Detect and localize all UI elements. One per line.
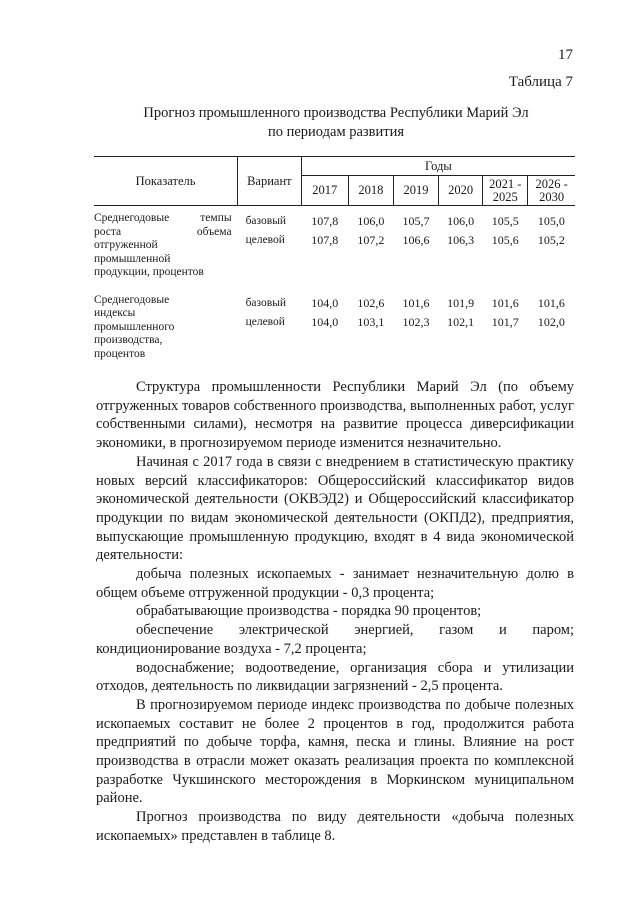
value: 107,8: [311, 214, 339, 228]
variant-cell: [238, 206, 302, 280]
table-title-line: по периодам развития: [267, 124, 405, 140]
value-cell: [301, 288, 348, 362]
header-year: 2020: [439, 176, 483, 206]
value: 106,3: [447, 233, 475, 247]
variant-label: базовый: [245, 296, 287, 309]
table-title: [96, 104, 576, 142]
row-spacer: [94, 280, 575, 288]
paragraph: обеспечение электрической энергией, газом и паром; кондиционирование воздуха - 7,2 процента;: [96, 622, 574, 657]
value: 106,0: [357, 214, 385, 228]
table-row: [94, 288, 575, 362]
value-cell: [483, 288, 528, 362]
paragraph: Структура промышленности Республики Марий Эл (по объему отгруженных товаров собственного производства, выполненных работ, услуг собственными силами), несмотря на развитие процесса диверсификации экономики, в прогнозируемом периоде изменится незначительно.: [96, 379, 574, 452]
paragraph: В прогнозируемом периоде индекс производства по добыче полезных ископаемых составит не более 2 процентов в год, продолжится работа предприятий по добыче торфа, камня, песка и глины. Влияние на рост производства в отрасли может оказать реализация проекта по комплексной разработке Чукшинского месторождения в Моркинском муниципальном районе.: [96, 696, 574, 807]
indicator-line: Среднегодовые: [94, 293, 170, 306]
value: 105,2: [537, 233, 565, 247]
value: 106,6: [402, 233, 430, 247]
indicator-line: роста объема: [94, 225, 232, 238]
value: 105,5: [491, 214, 519, 228]
row-spacer-cell: [94, 280, 575, 288]
value: 101,6: [537, 295, 565, 310]
variant-label: целевой: [245, 315, 285, 328]
value: 101,9: [447, 295, 475, 310]
value-cell: [483, 206, 528, 280]
value: 105,0: [537, 214, 565, 228]
table-row: [94, 206, 575, 280]
value: 104,0: [311, 295, 339, 310]
forecast-table: [94, 156, 575, 361]
indicator-cell: [94, 206, 238, 280]
value-cell: [393, 206, 438, 280]
indicator-line: индексы: [94, 307, 136, 319]
value: 101,7: [491, 314, 519, 329]
value: 107,2: [357, 233, 385, 247]
value-cell: [393, 288, 438, 362]
variant-label: целевой: [245, 234, 285, 246]
paragraph: добыча полезных ископаемых - занимает незначительную долю в общем объеме отгруженной продукции - 0,3 процента;: [96, 566, 574, 601]
paragraph: Начиная с 2017 года в связи с внедрением в статистическую практику новых версий классификаторов: Общероссийский классификатор видов экономической деятельности (ОКВЭД2) и Общероссийский классификатор продукции по видам экономической деятельности (ОКПД2), предприятия, выпускающие промышленную продукцию, входят в 4 вида экономической деятельности:: [96, 453, 574, 564]
header-variant: Вариант: [238, 157, 302, 206]
value-cell: [348, 206, 393, 280]
value-cell: [439, 206, 483, 280]
value-cell: [348, 288, 393, 362]
value: 105,7: [402, 214, 430, 228]
indicator-line: промышленного: [94, 320, 175, 333]
paragraph: обрабатывающие производства - порядка 90 процентов;: [136, 603, 482, 620]
header-indicator: Показатель: [94, 157, 238, 206]
value-cell: [528, 206, 575, 280]
page-number: 17: [558, 47, 573, 63]
value: 101,6: [491, 295, 519, 310]
value-cell: [528, 288, 575, 362]
variant-label: базовый: [245, 215, 287, 227]
table-label: Таблица 7: [508, 74, 573, 90]
header-year: 2017: [301, 176, 348, 206]
header-year: 2018: [348, 176, 393, 206]
value: 104,0: [311, 314, 339, 329]
value-cell: [301, 206, 348, 280]
value: 103,1: [357, 314, 385, 329]
body-text: [96, 378, 574, 846]
header-year: 2019: [393, 176, 438, 206]
value: 102,3: [402, 314, 430, 329]
paragraph: водоснабжение; водоотведение, организация сбора и утилизации отходов, деятельность по ликвидации загрязнений - 2,5 процента.: [96, 659, 574, 695]
paragraph: Прогноз производства по виду деятельности «добыча полезных ископаемых» представлен в таблице 8.: [96, 809, 574, 844]
value: 102,0: [537, 314, 565, 329]
header-years-group: Годы: [301, 157, 575, 176]
header-year: 2026 - 2030: [528, 176, 575, 206]
value: 106,0: [447, 214, 475, 228]
indicator-line: промышленной: [94, 252, 171, 265]
table-title-line: Прогноз промышленного производства Республики Марий Эл: [143, 105, 529, 121]
indicator-line: производства,: [94, 334, 163, 346]
indicator-line: отгруженной: [94, 239, 158, 251]
header-year: 2021 - 2025: [483, 176, 528, 206]
value: 107,8: [311, 233, 339, 247]
value: 105,6: [491, 233, 519, 247]
indicator-line: Среднегодовые темпы: [94, 212, 232, 224]
variant-cell: [238, 288, 302, 362]
indicator-line: продукции, процентов: [94, 266, 204, 278]
value-cell: [439, 288, 483, 362]
indicator-line: процентов: [94, 347, 146, 360]
indicator-cell: [94, 288, 238, 362]
value: 101,6: [402, 295, 430, 310]
value: 102,1: [447, 314, 475, 329]
value: 102,6: [357, 295, 385, 310]
